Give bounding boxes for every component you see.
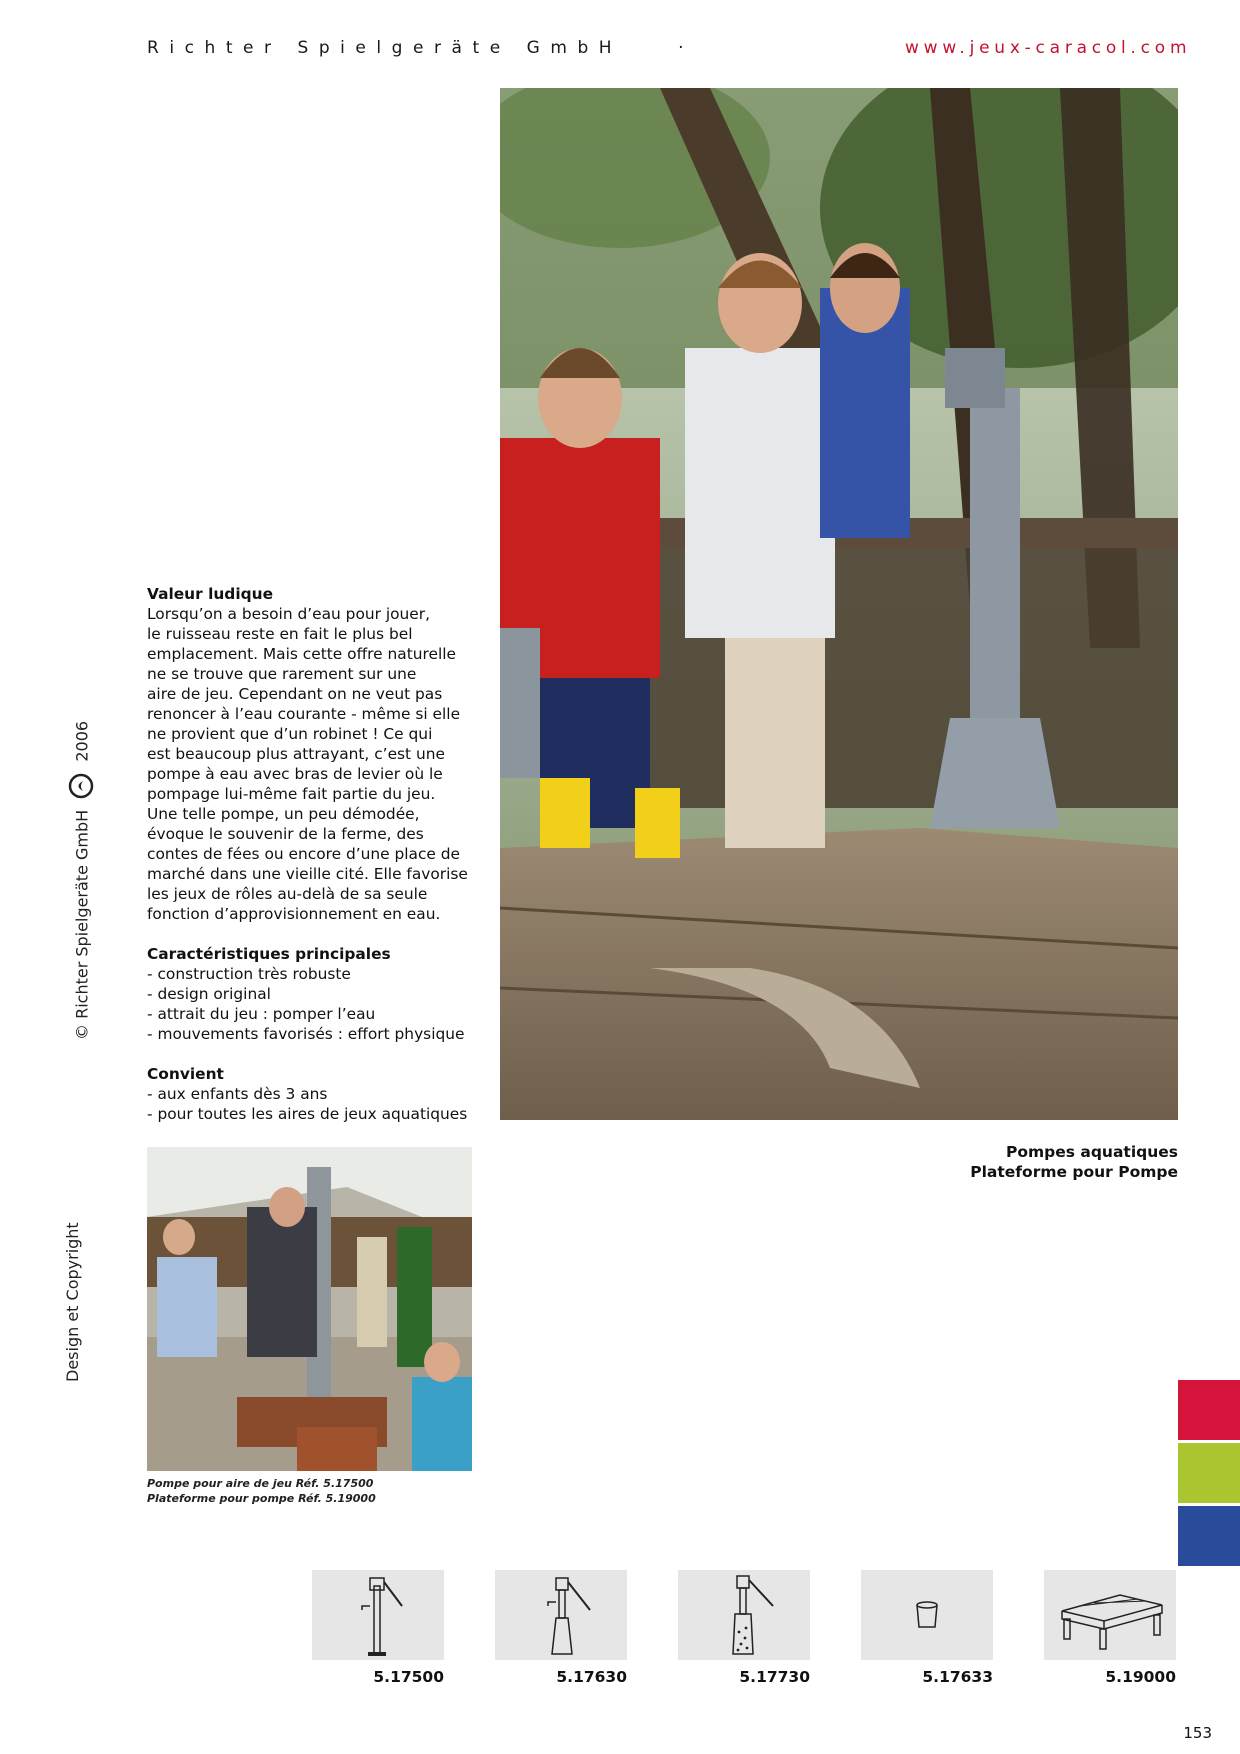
caracteristiques-heading: Caractéristiques principales: [147, 945, 391, 963]
paragraph-line: aire de jeu. Cependant on ne veut pas: [147, 685, 443, 703]
feature-item: - construction très robuste: [147, 965, 351, 983]
feature-item: - design original: [147, 985, 271, 1003]
paragraph-line: évoque le souvenir de la ferme, des: [147, 825, 424, 843]
description-text: [147, 584, 477, 1124]
bucket-icon: [907, 1595, 947, 1635]
feature-item: - mouvements favorisés : effort physique: [147, 1025, 465, 1043]
design-copyright-label: Design et Copyright: [63, 1222, 82, 1382]
valeur-ludique-heading: Valeur ludique: [147, 585, 274, 603]
paragraph-line: marché dans une vieille cité. Elle favorise: [147, 865, 468, 883]
suitability-item: - aux enfants dès 3 ans: [147, 1085, 328, 1103]
paragraph-line: Une telle pompe, un peu démodée,: [147, 805, 420, 823]
page-number: 153: [1183, 1724, 1212, 1742]
color-tab-blue[interactable]: [1178, 1506, 1240, 1566]
product-ref: 5.19000: [1105, 1668, 1176, 1686]
product-thumb-5-17500[interactable]: [312, 1570, 444, 1660]
paragraph-line: contes de fées ou encore d’une place de: [147, 845, 461, 863]
header-separator: ·: [678, 38, 695, 58]
secondary-photo-caption: [147, 1476, 376, 1506]
copyright-year: 2006: [72, 720, 92, 762]
product-thumb-5-17630[interactable]: [495, 1570, 627, 1660]
product-ref: 5.17633: [922, 1668, 993, 1686]
paragraph-line: renoncer à l’eau courante - même si elle: [147, 705, 461, 723]
paragraph-line: fonction d’approvisionnement en eau.: [147, 905, 441, 923]
paragraph-line: pompage lui-même fait partie du jeu.: [147, 785, 436, 803]
paragraph-line: est beaucoup plus attrayant, c’est une: [147, 745, 445, 763]
paragraph-line: emplacement. Mais cette offre naturelle: [147, 645, 456, 663]
website-link[interactable]: www.jeux-caracol.com: [905, 38, 1192, 58]
feature-item: - attrait du jeu : pomper l’eau: [147, 1005, 376, 1023]
caption-product-category: Pompes aquatiques: [1005, 1143, 1178, 1161]
copyright-text: © Richter Spielgeräte GmbH: [72, 809, 92, 1040]
paragraph-line: Lorsqu’on a besoin d’eau pour jouer,: [147, 605, 430, 623]
paragraph-line: pompe à eau avec bras de levier où le: [147, 765, 443, 783]
caption-product-name: Plateforme pour Pompe: [970, 1163, 1178, 1181]
pump-gravel-icon: [709, 1572, 779, 1658]
paragraph-line: le ruisseau reste en fait le plus bel: [147, 625, 413, 643]
paragraph-line: ne se trouve que rarement sur une: [147, 665, 417, 683]
paragraph-line: ne provient que d’un robinet ! Ce qui: [147, 725, 433, 743]
brand-logo-icon: [68, 773, 98, 799]
caption-line: Plateforme pour pompe Réf. 5.19000: [147, 1492, 376, 1505]
secondary-photo-pump-platform: [147, 1147, 472, 1471]
product-ref: 5.17500: [373, 1668, 444, 1686]
company-name: [147, 38, 694, 58]
color-tab-red[interactable]: [1178, 1380, 1240, 1440]
product-thumb-5-19000[interactable]: [1044, 1570, 1176, 1660]
suitability-item: - pour toutes les aires de jeux aquatiques: [147, 1105, 468, 1123]
product-ref: 5.17730: [739, 1668, 810, 1686]
pump-tall-icon: [526, 1572, 596, 1658]
paragraph-line: les jeux de rôles au-delà de sa seule: [147, 885, 428, 903]
main-photo-children-pump: [500, 88, 1178, 1120]
product-ref: 5.17630: [556, 1668, 627, 1686]
pump-icon: [348, 1572, 408, 1658]
company-name-text: Richter Spielgeräte GmbH: [147, 38, 623, 58]
product-thumb-5-17633[interactable]: [861, 1570, 993, 1660]
main-photo-caption: [970, 1142, 1178, 1182]
caption-line: Pompe pour aire de jeu Réf. 5.17500: [147, 1477, 374, 1490]
color-tab-green[interactable]: [1178, 1443, 1240, 1503]
copyright-vertical: [68, 721, 98, 1040]
product-thumb-5-17730[interactable]: [678, 1570, 810, 1660]
convient-heading: Convient: [147, 1065, 224, 1083]
platform-icon: [1050, 1575, 1170, 1655]
